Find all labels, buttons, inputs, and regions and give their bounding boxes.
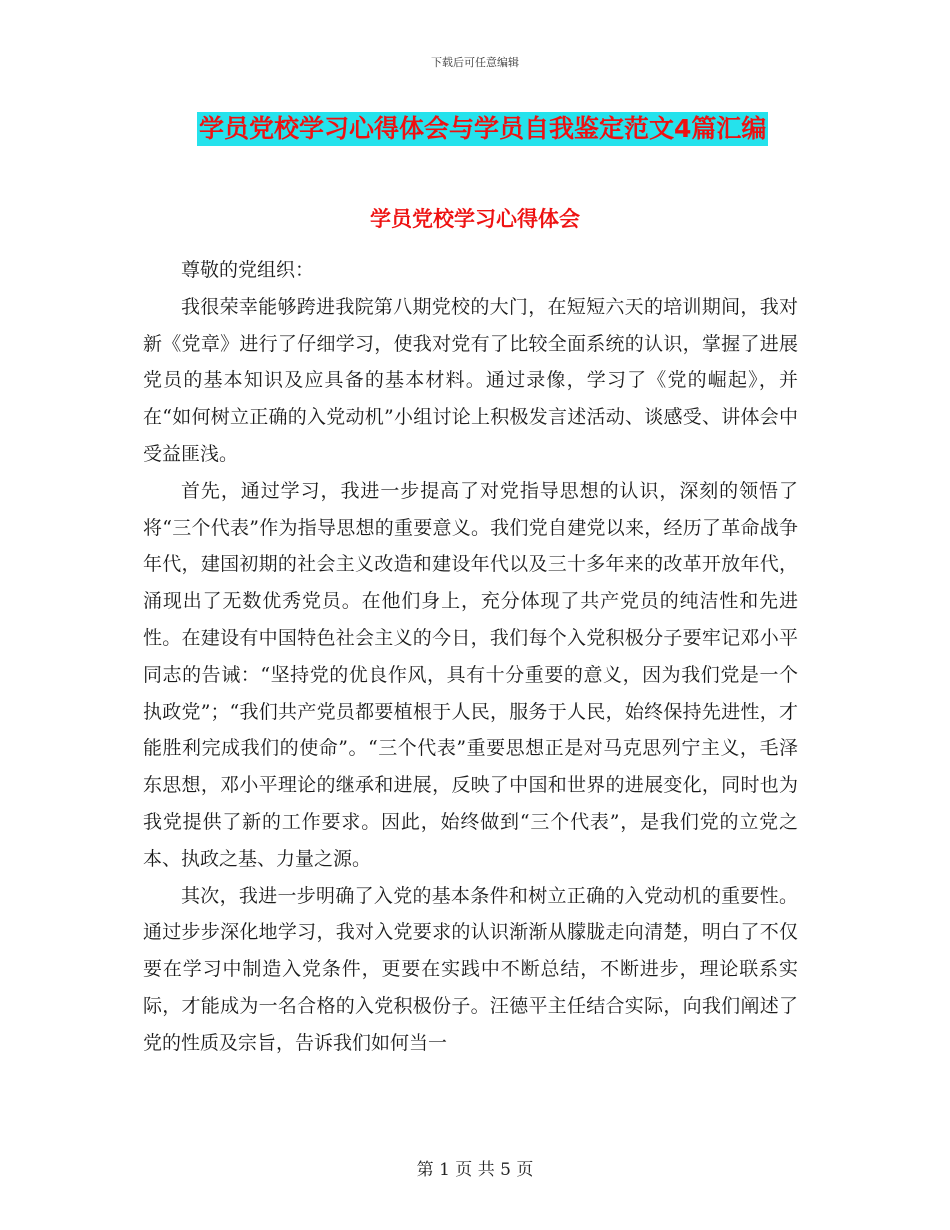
paragraph: 其次，我进一步明确了入党的基本条件和树立正确的入党动机的重要性。通过步步深化地学习，我对入党要求的认识渐渐从朦胧走向清楚，明白了不仅要在学习中制造入党条件，更要在实践中不断总结，不断进步，理论联系实际，才能成为一名合格的入党积极份子。汪德平主任结合实际，向我们阐述了党的性质及宗旨，告诉我们如何当一	[143, 884, 798, 1054]
main-title-container	[197, 112, 768, 146]
paragraph: 我很荣幸能够跨进我院第八期党校的大门，在短短六天的培训期间，我对新《党章》进行了仔细学习，使我对党有了比较全面系统的认识，掌握了进展党员的基本知识及应具备的基本材料。通过录像，学习了《党的崛起》，并在“如何树立正确的入党动机”小组讨论上积极发言述活动、谈感受、讲体会中受益匪浅。	[143, 295, 798, 465]
paragraph: 首先，通过学习，我进一步提高了对党指导思想的认识，深刻的领悟了将“三个代表”作为指导思想的重要意义。我们党自建党以来，经历了革命战争年代，建国初期的社会主义改造和建设年代以及三十多年来的改革开放年代，涌现出了无数优秀党员。在他们身上，充分体现了共产党员的纯洁性和先进性。在建设有中国特色社会主义的今日，我们每个入党积极分子要牢记邓小平同志的告诫：“坚持党的优良作风，具有十分重要的意义，因为我们党是一个执政党”；“我们共产党员都要植根于人民，服务于人民，始终保持先进性，才能胜利完成我们的使命”。“三个代表”重要思想正是对马克思列宁主义，毛泽东思想，邓小平理论的继承和进展，反映了中国和世界的进展变化，同时也为我党提供了新的工作要求。因此，始终做到“三个代表”，是我们党的立党之本、执政之基、力量之源。	[143, 479, 798, 870]
page-number-footer: 第 1 页 共 5 页	[416, 1160, 534, 1180]
section-title: 学员党校学习心得体会	[370, 207, 580, 231]
document-body	[143, 252, 798, 1062]
salutation: 尊敬的党组织：	[181, 259, 315, 281]
main-title: 学员党校学习心得体会与学员自我鉴定范文4篇汇编	[197, 112, 768, 146]
header-note: 下载后可任意编辑	[431, 56, 519, 69]
